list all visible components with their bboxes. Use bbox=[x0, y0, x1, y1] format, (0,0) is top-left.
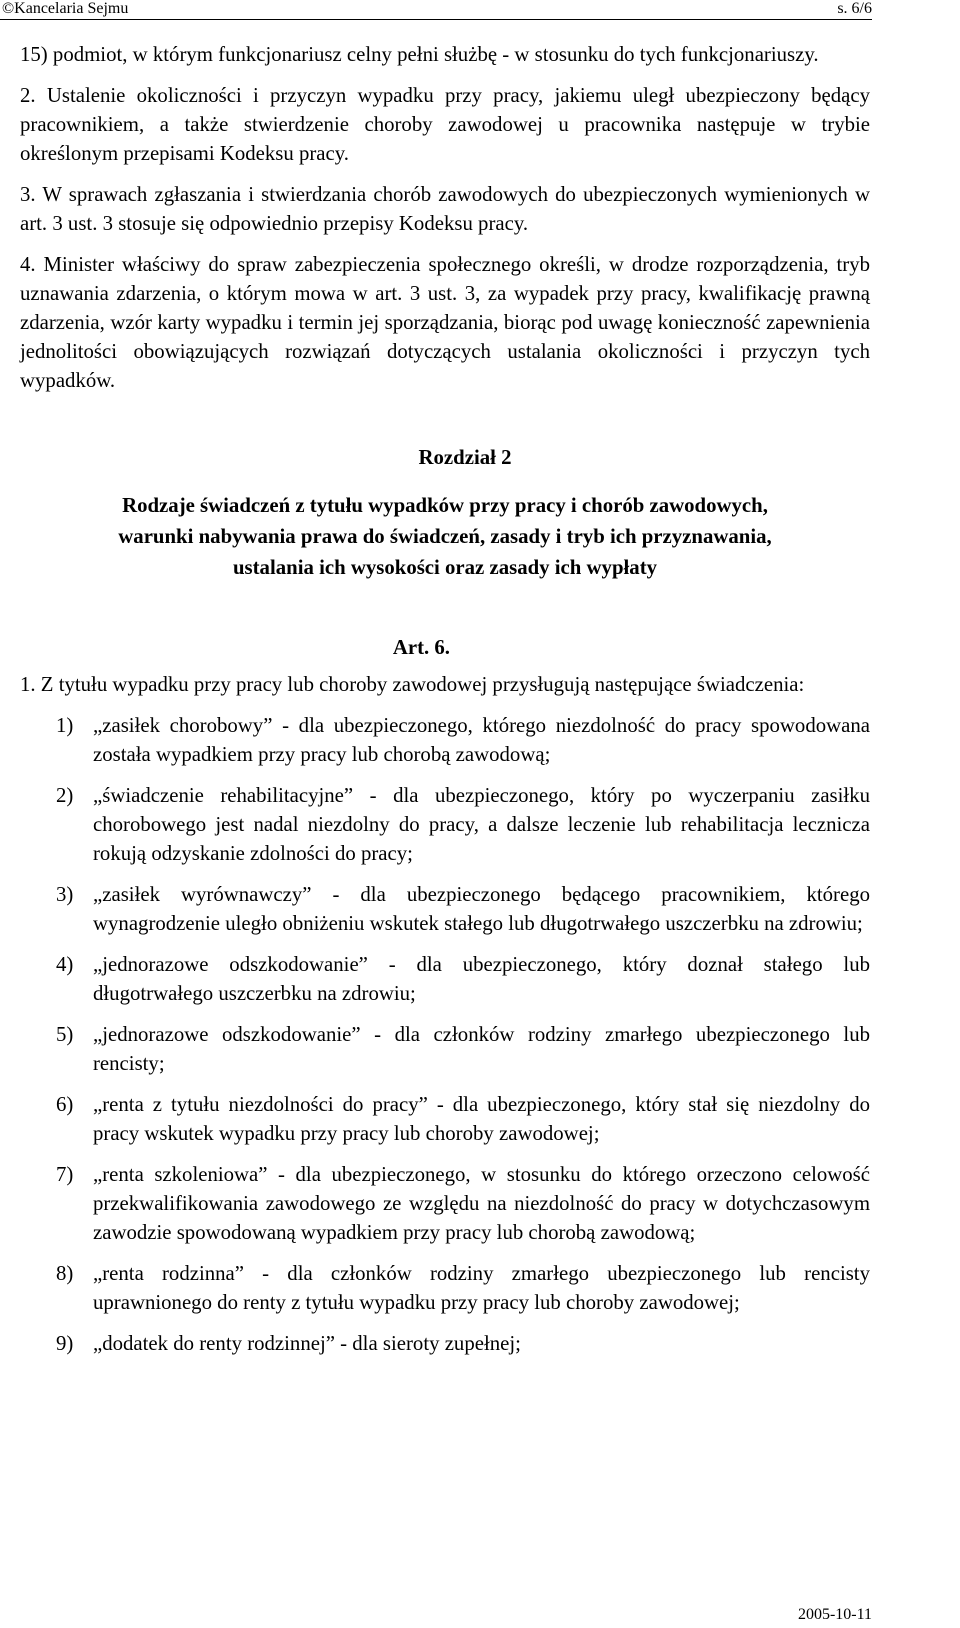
list-item-number: 9) bbox=[56, 1332, 74, 1355]
article-number: Art. 6. bbox=[392, 636, 450, 659]
list-item bbox=[20, 1020, 870, 1078]
list-item-number: 8) bbox=[56, 1262, 74, 1285]
page-header bbox=[0, 0, 960, 22]
list-item-text: „jednorazowe odszkodowanie” - dla członków rodziny zmarłego ubezpieczonego lub rencisty; bbox=[93, 1023, 870, 1075]
list-item bbox=[20, 1160, 870, 1247]
list-item-number: 1) bbox=[56, 714, 74, 737]
list-item bbox=[20, 711, 870, 769]
chapter-title-line: ustalania ich wysokości oraz zasady ich wypłaty bbox=[232, 556, 658, 579]
list-item-text: „renta rodzinna” - dla członków rodziny zmarłego ubezpieczonego lub rencisty uprawnionego do renty z tytułu wypadku przy pracy lub choroby zawodowej; bbox=[93, 1262, 870, 1314]
list-item-text: „zasiłek wyrównawczy” - dla ubezpieczonego będącego pracownikiem, którego wynagrodzenie uległo obniżeniu wskutek stałego lub długotrwałego uszczerbku na zdrowiu; bbox=[93, 883, 870, 935]
list-item bbox=[20, 880, 870, 938]
list-item-text: „renta z tytułu niezdolności do pracy” - dla ubezpieczonego, który stał się niezdolny do pracy wskutek wypadku przy pracy lub choroby zawodowej; bbox=[93, 1093, 870, 1145]
header-source: ©Kancelaria Sejmu bbox=[2, 0, 129, 17]
document-body bbox=[20, 40, 870, 1370]
list-item bbox=[20, 950, 870, 1008]
list-item-number: 5) bbox=[56, 1023, 74, 1046]
list-item-number: 4) bbox=[56, 953, 74, 976]
chapter-number: Rozdział 2 bbox=[418, 446, 512, 469]
list-item-text: „zasiłek chorobowy” - dla ubezpieczonego, którego niezdolność do pracy spowodowana została wypadkiem przy pracy lub chorobą zawodową; bbox=[93, 714, 870, 766]
list-item-text: „świadczenie rehabilitacyjne” - dla ubezpieczonego, który po wyczerpaniu zasiłku chorobowego jest nadal niezdolny do pracy, a dalsze leczenie lub rehabilitacja lecznicza rokują odzyskanie zdolności do pracy; bbox=[93, 784, 870, 865]
paragraph-2: 2. Ustalenie okoliczności i przyczyn wypadku przy pracy, jakiemu uległ ubezpieczony będący pracownikiem, a także stwierdzenie choroby zawodowej u pracownika następuje w trybie określonym przepisami Kodeksu pracy. bbox=[20, 84, 870, 165]
header-page-number: s. 6/6 bbox=[837, 0, 872, 17]
paragraph-3: 3. W sprawach zgłaszania i stwierdzania chorób zawodowych do ubezpieczonych wymienionych w art. 3 ust. 3 stosuje się odpowiednio przepisy Kodeksu pracy. bbox=[20, 183, 870, 235]
article-intro: 1. Z tytułu wypadku przy pracy lub choroby zawodowej przysługują następujące świadczenia: bbox=[20, 673, 805, 696]
list-item-number: 6) bbox=[56, 1093, 74, 1116]
list-item-number: 7) bbox=[56, 1163, 74, 1186]
header-rule bbox=[0, 19, 872, 20]
list-item bbox=[20, 1329, 870, 1358]
list-item bbox=[20, 781, 870, 868]
list-item bbox=[20, 1090, 870, 1148]
list-item-text: „dodatek do renty rodzinnej” - dla sieroty zupełnej; bbox=[93, 1332, 521, 1355]
list-item-number: 3) bbox=[56, 883, 74, 906]
list-item-text: „renta szkoleniowa” - dla ubezpieczonego, w stosunku do którego orzeczono celowość przekwalifikowania zawodowego ze względu na niezdolność do pracy w dotychczasowym zawodzie spowodowaną wypadkiem przy pracy lub chorobą zawodową; bbox=[93, 1163, 870, 1244]
chapter-title-line: warunki nabywania prawa do świadczeń, zasady i tryb ich przyznawania, bbox=[118, 525, 772, 548]
intro-item: 15) podmiot, w którym funkcjonariusz celny pełni służbę - w stosunku do tych funkcjonariuszy. bbox=[20, 43, 819, 66]
chapter-title-line: Rodzaje świadczeń z tytułu wypadków przy pracy i chorób zawodowych, bbox=[122, 494, 768, 517]
list-item bbox=[20, 1259, 870, 1317]
list-item-text: „jednorazowe odszkodowanie” - dla ubezpieczonego, który doznał stałego lub długotrwałego uszczerbku na zdrowiu; bbox=[93, 953, 870, 1005]
chapter-title bbox=[20, 490, 870, 583]
list-item-number: 2) bbox=[56, 784, 74, 807]
paragraph-4: 4. Minister właściwy do spraw zabezpieczenia społecznego określi, w drodze rozporządzenia, tryb uznawania zdarzenia, o którym mowa w art. 3 ust. 3, za wypadek przy pracy, kwalifikację prawną zdarzenia, wzór karty wypadku i termin jej sporządzania, biorąc pod uwagę konieczność zapewnienia jednolitości obowiązujących rozwiązań dotyczących ustalania okoliczności i przyczyn tych wypadków. bbox=[20, 253, 870, 392]
page-footer-date: 2005-10-11 bbox=[797, 1606, 872, 1623]
